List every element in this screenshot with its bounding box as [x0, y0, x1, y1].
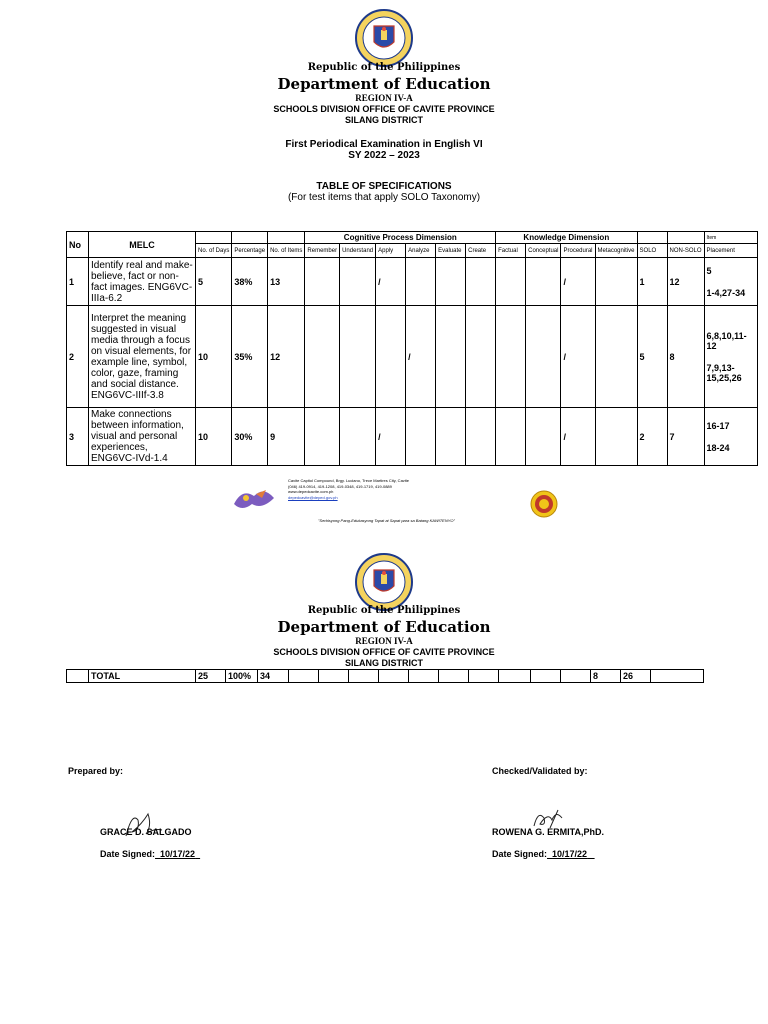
deped-seal-logo: [354, 8, 414, 68]
placement-cell: 16-17 18-24: [704, 408, 757, 466]
republic-label: Republic of the Philippines: [307, 62, 461, 73]
validator-date: Date Signed: 10/17/22: [492, 849, 588, 859]
footer-email: depedcavite@deped.gov.ph: [288, 494, 338, 500]
col-procedural: Procedural: [561, 244, 595, 258]
footer-address: Cavite Capitol Compound, Brgy. Luciano, Trece Martires City, Cavite: [288, 478, 410, 483]
total-label: TOTAL: [89, 670, 196, 683]
total-row: TOTAL 25 100% 34 8 26: [67, 670, 704, 683]
division-logo-icon: [232, 484, 276, 514]
exam-title: First Periodical Examination in English VI: [285, 139, 483, 150]
col-items: No. of Items: [268, 244, 305, 258]
division-label: SCHOOLS DIVISION OFFICE OF CAVITE PROVINCE: [273, 647, 495, 657]
placement-cell: 6,8,10,11-12 7,9,13-15,25,26: [704, 306, 757, 408]
col-item-header: Item: [704, 232, 757, 244]
district-label: SILANG DISTRICT: [345, 115, 423, 125]
col-apply: Apply: [376, 244, 406, 258]
col-percentage: Percentage: [232, 244, 268, 258]
tos-title: TABLE OF SPECIFICATIONS: [316, 181, 452, 192]
tos-table: [66, 231, 758, 466]
table-row: 3 Make connections between information, visual and personal experiences, ENG6VC-IVd-1.4 10 30% 9 / / 2 7 16-17 18-24: [67, 408, 758, 466]
preparer-name: GRACE D. SALGADO: [100, 827, 192, 837]
region-label: REGION IV-A: [355, 636, 413, 646]
republic-label: Republic of the Philippines: [307, 605, 461, 616]
col-create: Create: [466, 244, 496, 258]
col-understand: Understand: [340, 244, 376, 258]
tos-subtitle: (For test items that apply SOLO Taxonomy): [287, 192, 481, 203]
col-metacognitive: Metacognitive: [595, 244, 637, 258]
footer-motto: "Serbisyong Pang-Edukasyong Tapat at Sapat para sa Batang KAWITENYO": [318, 518, 455, 523]
col-conceptual: Conceptual: [526, 244, 561, 258]
district-label: SILANG DISTRICT: [345, 658, 423, 668]
col-factual: Factual: [496, 244, 526, 258]
table-row: 2 Interpret the meaning suggested in visual media through a focus on visual elements, for example line, symbol, color, gaze, framing and social distance. ENG6VC-IIIf-3.8 10 35% 12 / / 5 8 6,8,10,11-12 7,9,13-15,25,26: [67, 306, 758, 408]
footer-website: www.depedcavite.com.ph: [288, 489, 334, 494]
footer-phone: (046) 419-0914, 419-1208, 419-0348, 419-1719, 419-0889: [288, 483, 392, 489]
checked-by-label: Checked/Validated by:: [492, 766, 588, 776]
col-days: No. of Days: [196, 244, 232, 258]
department-title: Department of Education: [277, 75, 491, 93]
tos-total-table: [66, 669, 704, 683]
col-analyze: Analyze: [406, 244, 436, 258]
division-footer-banner: [228, 478, 558, 530]
col-solo: SOLO: [637, 244, 667, 258]
placement-cell: 5 1-4,27-34: [704, 258, 757, 306]
preparer-date: Date Signed: 10/17/22: [100, 849, 196, 859]
cognitive-dimension-header: Cognitive Process Dimension: [305, 232, 496, 244]
department-title: Department of Education: [277, 618, 491, 636]
school-year: SY 2022 – 2023: [348, 150, 420, 161]
col-melc: MELC: [89, 232, 196, 258]
col-nonsolo: NON-SOLO: [667, 244, 704, 258]
melc-cell: Interpret the meaning suggested in visual media through a focus on visual elements, for example line, symbol, color, gaze, framing and social distance. ENG6VC-IIIf-3.8: [89, 306, 196, 408]
col-no: No: [67, 232, 89, 258]
knowledge-dimension-header: Knowledge Dimension: [496, 232, 637, 244]
prepared-by-label: Prepared by:: [68, 766, 124, 776]
deped-seal-logo: [354, 552, 414, 612]
melc-cell: Identify real and make-believe, fact or non-fact images. ENG6VC-IIIa-6.2: [89, 258, 196, 306]
division-seal-icon: [530, 490, 558, 518]
division-label: SCHOOLS DIVISION OFFICE OF CAVITE PROVINCE: [273, 104, 495, 114]
col-remember: Remember: [305, 244, 340, 258]
table-row: 1 Identify real and make-believe, fact or non-fact images. ENG6VC-IIIa-6.2 5 38% 13 / / 1 12 5 1-4,27-34: [67, 258, 758, 306]
group-header-row: [67, 232, 758, 244]
col-evaluate: Evaluate: [436, 244, 466, 258]
col-placement: Placement: [704, 244, 757, 258]
validator-name: ROWENA G. ERMITA,PhD.: [492, 827, 604, 837]
melc-cell: Make connections between information, visual and personal experiences, ENG6VC-IVd-1.4: [89, 408, 196, 466]
region-label: REGION IV-A: [355, 93, 413, 103]
